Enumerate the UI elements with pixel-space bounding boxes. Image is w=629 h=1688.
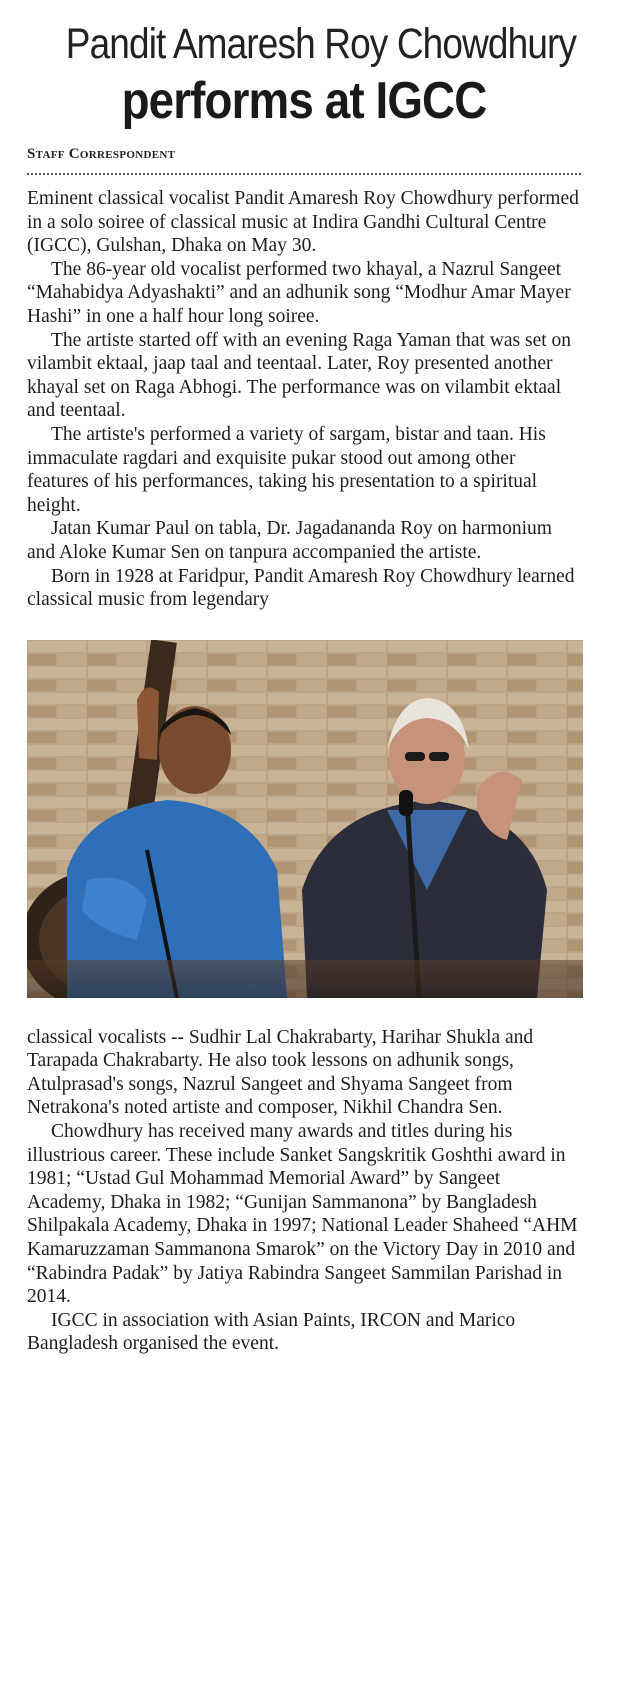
performance-photo-illustration [27,640,583,998]
article-body-bottom [27,1026,581,1356]
byline: Staff Correspondent [27,146,176,162]
paragraph: classical vocalists -- Sudhir Lal Chakrabarty, Harihar Shukla and Tarapada Chakrabarty. He also took lessons on adhunik songs, Atulprasad's songs, Nazrul Sangeet and Shyama Sangeet from Netrakona's noted artiste and composer, Nikhil Chandra Sen. [27,1026,534,1119]
headline-line-2: performs at IGCC [121,72,487,130]
headline-line-1: Pandit Amaresh Roy Chowdhury [65,20,577,68]
paragraph: The 86-year old vocalist performed two khayal, a Nazrul Sangeet “Mahabidya Adyashakti” and an adhunik song “Modhur Amar Mayer Hashi” in one a half hour long soiree. [27,258,571,327]
paragraph: Born in 1928 at Faridpur, Pandit Amaresh Roy Chowdhury learned classical music from legendary [27,565,575,611]
paragraph: The artiste's performed a variety of sargam, bistar and taan. His immaculate ragdari and exquisite pukar stood out among other features of his performances, taking his presentation to a spiritual height. [27,423,546,516]
paragraph: The artiste started off with an evening Raga Yaman that was set on vilambit ektaal, jaap taal and teentaal. Later, Roy presented another khayal set on Raga Abhogi. The performance was on vilambit ektaal and teentaal. [27,329,572,422]
paragraph: Chowdhury has received many awards and titles during his illustrious career. These include Sanket Sangskritik Goshthi award in 1981; “Ustad Gul Mohammad Memorial Award” by Sangeet Academy, Dhaka in 1982; “Gunijan Sammanona” by Bangladesh Shilpakala Academy, Dhaka in 1997; National Leader Shaheed “AHM Kamaruzzaman Sammanona Smarok” on the Victory Day in 2010 and “Rabindra Padak” by Jatiya Rabindra Sangeet Sammilan Parishad in 2014. [27,1121,578,1308]
paragraph: Eminent classical vocalist Pandit Amaresh Roy Chowdhury performed in a solo soiree of classical music at Indira Gandhi Cultural Centre (IGCC), Gulshan, Dhaka on May 30. [27,188,579,257]
paragraph: Jatan Kumar Paul on tabla, Dr. Jagadananda Roy on harmonium and Aloke Kumar Sen on tanpura accompanied the artiste. [27,518,552,563]
paragraph: IGCC in association with Asian Paints, IRCON and Marico Bangladesh organised the event. [27,1309,516,1355]
article-body-top [27,187,581,612]
dotted-divider [27,173,581,175]
performance-photo [27,640,583,998]
headline [27,18,581,132]
stage-floor [27,960,583,998]
